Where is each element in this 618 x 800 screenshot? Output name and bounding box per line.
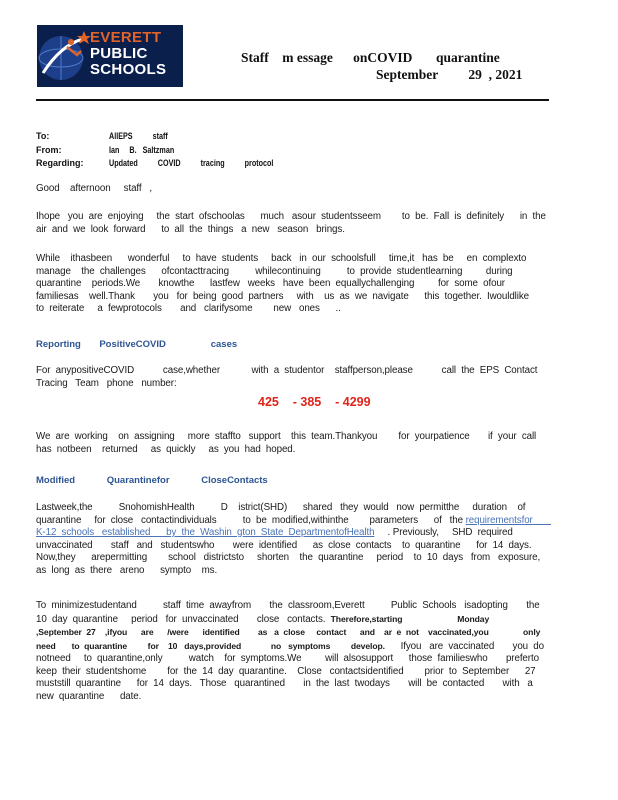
greeting: Good afternoon staff ,	[36, 183, 152, 194]
paragraph-eps-policy	[36, 600, 555, 703]
memo-header	[36, 130, 315, 171]
to-label: To:	[36, 131, 50, 141]
paragraph-staffing: We are working on assigning more staffto support this team.Thankyou for yourpatience if your call has notbeen returned as quickly as you had hoped.	[36, 431, 542, 455]
document-date: September 29 , 2021	[376, 67, 523, 82]
doh-requirements-link[interactable]: requirementsfor K-12 schools established by the Washin gton State DepartmentofHealth	[36, 514, 552, 538]
from-value: Ian B. Saltzman	[109, 144, 175, 155]
logo-line-3: SCHOOLS	[90, 61, 167, 78]
paragraph-intro: Ihope you are enjoying the start ofschoolas much asour studentsseem to be. Fall is definitely in the air and we look forward to all the things a new season brings.	[36, 211, 552, 235]
logo-line-1: EVERETT	[90, 29, 162, 46]
policy-text-start: To minimizestudentand staff time awayfrom the classroom,Everett Public Schools isadopting the 10 day quarantine period for unvaccinated close contacts.	[36, 600, 545, 625]
paragraph-shd-guidance	[36, 502, 551, 577]
shd-text-end: . Previously, SHD required unvaccinated staff and studentswho were identified as close contacts to quarantine for 14 days. Now,they arepermitting school districtsto shorten the quarantine period to 10 days from exposure, as long as there areno sympto ms.	[36, 527, 548, 576]
document-title: Staff m essage onCOVID quarantine	[241, 50, 500, 65]
policy-bold-statement: Therefore,starting Monday ,September 27 ,ifyou are /were identified as a close contact and ar e not vaccinated,you only need to quarantine for 10 days,provided no symptoms develop.	[36, 613, 555, 651]
paragraph-contact-tracing: While ithasbeen wonderful to have students back in our schoolsfull time,it has be en complexto manage the challenges ofcontacttracing whilecontinuing to provide studentlearning during quarantine periods.We knowthe lastfew weeks have been equallychallenging for some ofour familiesas well.Thank you for being good partners with us as we navigate this together. Iwouldlike to reiterate a fewprotocols and clarifysome new ones ..	[36, 253, 545, 314]
policy-text-end: Ifyou are vaccinated you do notneed to quarantine,only watch for symptoms.We will alsosupport those familieswho preferto keep their studentshome for the 14 day quarantine. Close contactsidentified prior to September 27 muststill quarantine for 14 days. Those quarantined in the last twodays will be contacted with a new quarantine date.	[36, 640, 550, 702]
shd-text-start: Lastweek,the SnohomishHealth D istrict(SHD) shared they would now permitthe duration of quarantine for close contactindividuals to be modified,withinthe parameters of the	[36, 502, 531, 526]
paragraph-reporting: For anypositiveCOVID case,whether with a studentor staffperson,please call the EPS Contact Tracing Team phone number:	[36, 365, 543, 389]
from-label: From:	[36, 144, 62, 155]
regarding-label: Regarding:	[36, 158, 84, 168]
contact-phone-number: 425 - 385 - 4299	[258, 395, 371, 409]
header-divider	[36, 99, 549, 101]
heading-reporting-positive-cases: Reporting PositiveCOVID cases	[36, 339, 238, 350]
everett-public-schools-logo	[37, 25, 183, 87]
regarding-value: Updated COVID tracing protocol	[109, 158, 274, 168]
to-value: AllEPS staff	[109, 131, 168, 141]
heading-modified-quarantine: Modified Quarantinefor CloseContacts	[36, 475, 268, 486]
logo-line-2: PUBLIC	[90, 45, 148, 62]
